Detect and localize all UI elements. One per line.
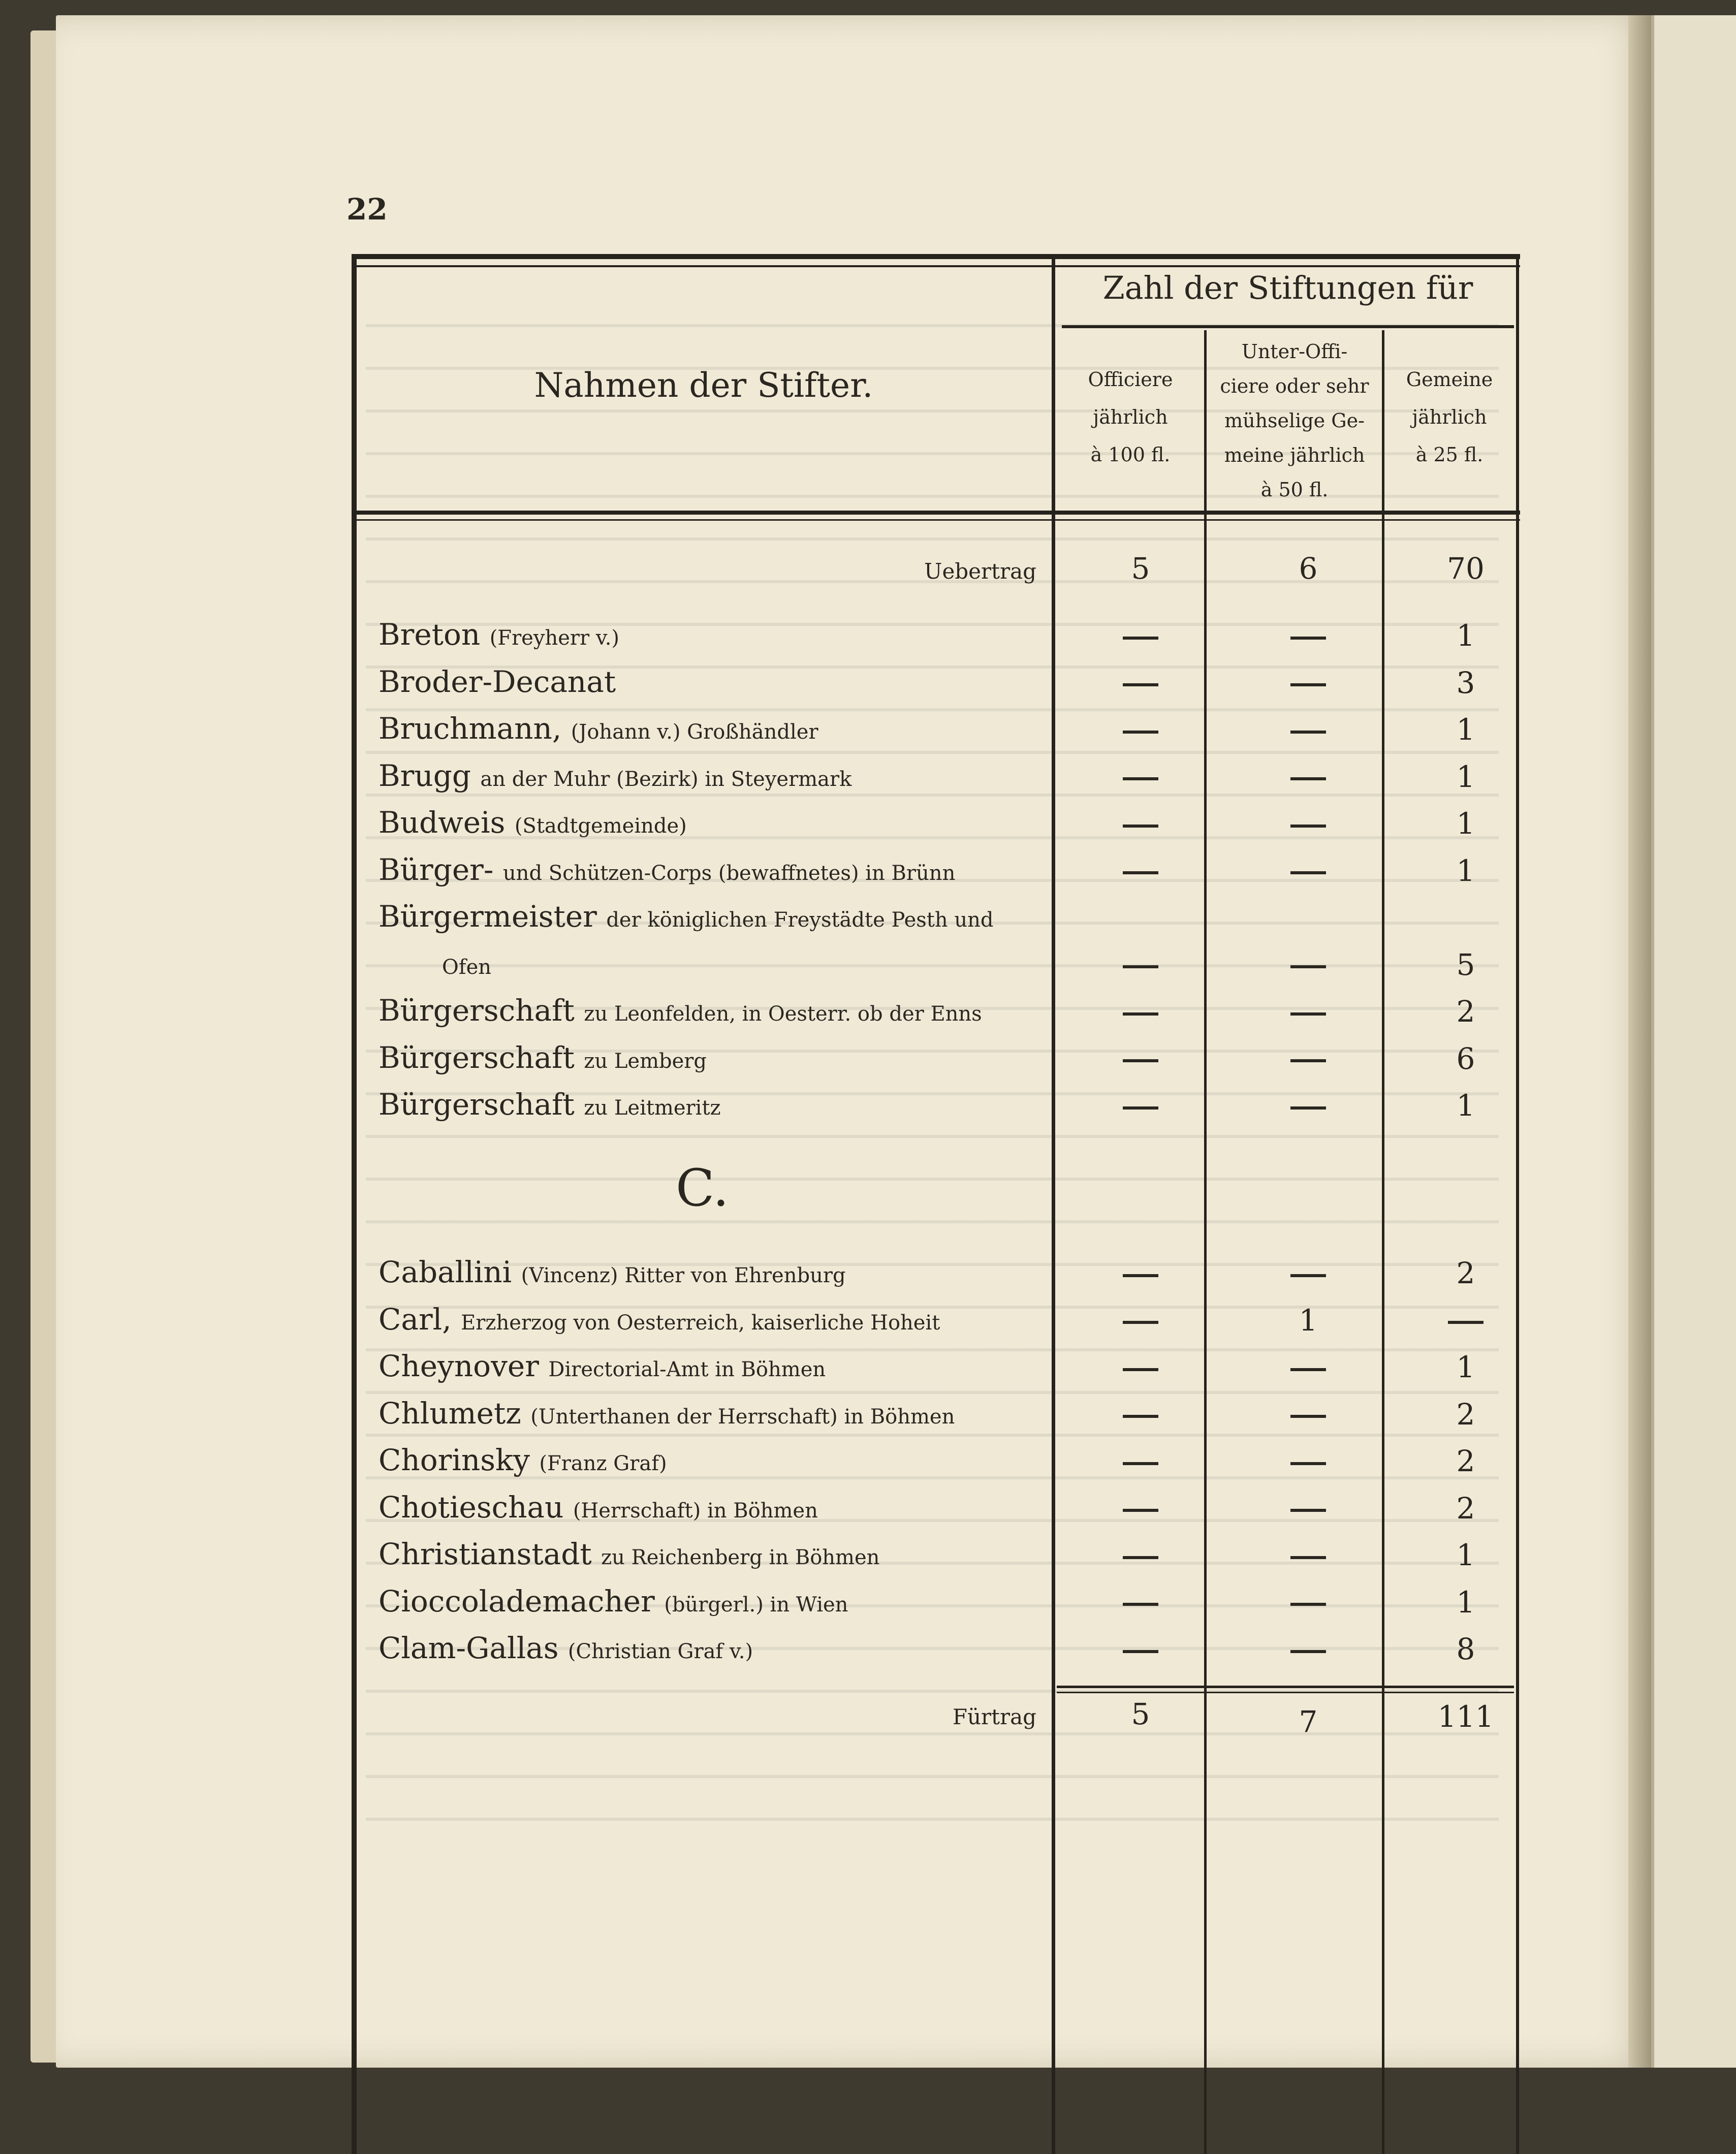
count-cell: 2 [1456, 1397, 1475, 1432]
donor-main-name: Clam-Gallas [378, 1631, 559, 1665]
donor-main-name: Bürgerschaft [378, 1040, 575, 1075]
dash-mark [1290, 825, 1326, 828]
carry-in-nco: 6 [1299, 551, 1318, 586]
dash-mark [1290, 965, 1326, 968]
dash-mark [1290, 871, 1326, 874]
dash-mark [1290, 1650, 1326, 1653]
donor-main-name: Bürgerschaft [378, 993, 575, 1028]
donor-detail: zu Leitmeritz [584, 1096, 721, 1120]
sum-rule-thin [1057, 1692, 1514, 1693]
donor-main-name: Bürgerschaft [378, 1087, 575, 1122]
count-cell [1054, 618, 1227, 653]
donor-name [378, 664, 616, 699]
dash-mark [1290, 1603, 1326, 1606]
count-cell [1054, 1303, 1227, 1338]
dash-mark [1123, 1415, 1158, 1418]
donor-name [378, 1631, 753, 1665]
donor-name [378, 1396, 955, 1431]
dash-mark [1290, 1106, 1326, 1110]
donor-name [378, 617, 619, 652]
dash-mark [1123, 965, 1158, 968]
donor-name [378, 711, 818, 746]
donor-main-name: Caballini [378, 1255, 512, 1289]
carry-out-nco: 7 [1299, 1704, 1318, 1739]
count-cell: 1 [1299, 1303, 1318, 1338]
donor-name [378, 1255, 846, 1289]
page-number: 22 [346, 192, 388, 227]
count-cell [1054, 1350, 1227, 1384]
header-line: jährlich [1093, 406, 1168, 428]
count-cell: 2 [1456, 1491, 1475, 1526]
donor-detail: an der Muhr (Bezirk) in Steyermark [480, 767, 852, 791]
count-cell [1054, 1491, 1227, 1526]
donor-name [378, 1040, 707, 1075]
donor-main-name: Chotieschau [378, 1490, 564, 1525]
header-line: à 50 fl. [1260, 479, 1329, 501]
table-top-rule [352, 254, 1520, 259]
dash-mark [1123, 1274, 1158, 1277]
dash-mark [1290, 1059, 1326, 1062]
column-header-nco [1208, 334, 1381, 507]
count-cell [1212, 1444, 1405, 1478]
count-cell: 1 [1456, 759, 1475, 794]
header-line: Officiere [1088, 368, 1173, 391]
count-cell [1054, 666, 1227, 700]
donor-main-name: Bruchmann, [378, 711, 562, 746]
count-cell [1054, 853, 1227, 888]
dash-mark [1123, 1556, 1158, 1559]
donor-detail: der königlichen Freystädte Pesth und [606, 908, 994, 932]
dash-mark [1290, 637, 1326, 640]
donor-main-name: Cheynover [378, 1349, 539, 1383]
donor-name [378, 805, 687, 840]
dash-mark [1290, 1012, 1326, 1016]
donor-name [378, 1584, 848, 1619]
count-cell [1212, 1350, 1405, 1384]
count-cell [1212, 947, 1405, 982]
count-cell: 1 [1456, 1585, 1475, 1620]
count-cell [1212, 853, 1405, 888]
donor-main-name: Bürgermeister [378, 899, 597, 934]
count-cell [1212, 759, 1405, 794]
section-letter: C. [676, 1158, 729, 1218]
count-cell: 8 [1456, 1632, 1475, 1666]
group-header: Zahl der Stiftungen für [1102, 269, 1473, 306]
dash-mark [1290, 731, 1326, 734]
count-cell [1212, 1538, 1405, 1572]
donor-main-name: Breton [378, 617, 481, 652]
count-cell: 2 [1456, 1256, 1475, 1290]
count-cell: 2 [1456, 994, 1475, 1029]
carry-in-label: Uebertrag [924, 559, 1036, 584]
count-cell [1054, 806, 1227, 841]
donor-main-name: Cioccolademacher [378, 1583, 655, 1619]
count-cell [1054, 1041, 1227, 1076]
count-cell [1054, 1256, 1227, 1290]
carry-in-privates: 70 [1447, 551, 1485, 586]
dash-mark [1123, 637, 1158, 640]
donor-name [378, 899, 993, 934]
dash-mark [1290, 777, 1326, 780]
column-header-privates [1386, 361, 1513, 473]
dash-mark [1123, 1650, 1158, 1653]
donor-detail: zu Lemberg [584, 1049, 707, 1073]
dash-mark [1123, 1462, 1158, 1465]
donor-name [378, 1443, 667, 1477]
donor-name [378, 1490, 818, 1525]
count-cell [1054, 1585, 1227, 1620]
donor-name [378, 758, 851, 793]
count-cell [1054, 712, 1227, 747]
dash-mark [1290, 1368, 1326, 1371]
count-cell: 3 [1456, 665, 1475, 700]
dash-mark [1123, 683, 1158, 686]
header-line: mühselige Ge- [1224, 409, 1365, 432]
donor-detail: (Johann v.) Großhändler [571, 720, 818, 744]
donor-detail: (Herrschaft) in Böhmen [573, 1499, 818, 1523]
count-cell [1212, 618, 1405, 653]
dash-mark [1123, 1012, 1158, 1016]
header-line: Unter-Offi- [1241, 340, 1348, 363]
facing-page-edge [1651, 15, 1736, 2068]
count-cell [1054, 759, 1227, 794]
dash-mark [1290, 1274, 1326, 1277]
donor-detail: Erzherzog von Oesterreich, kaiserliche Hoheit [461, 1311, 940, 1335]
count-cell: 1 [1456, 712, 1475, 747]
donor-name [378, 1087, 721, 1122]
dash-mark [1290, 683, 1326, 686]
count-cell [1054, 1088, 1227, 1123]
count-cell [1382, 1303, 1550, 1338]
header-line: meine jährlich [1224, 444, 1365, 466]
dash-mark [1123, 731, 1158, 734]
dash-mark [1290, 1556, 1326, 1559]
donor-name [378, 1349, 826, 1383]
count-cell: 2 [1456, 1444, 1475, 1478]
names-column-header: Nahmen der Stifter. [534, 366, 873, 405]
dash-mark [1290, 1415, 1326, 1418]
dash-mark [1123, 777, 1158, 780]
donor-name [378, 852, 955, 887]
count-cell [1212, 806, 1405, 841]
carry-out-label: Fürtrag [952, 1704, 1036, 1729]
donor-detail: zu Reichenberg in Böhmen [601, 1546, 880, 1569]
carry-out-officers: 5 [1131, 1697, 1150, 1731]
count-cell [1212, 994, 1405, 1029]
book-gutter [1628, 15, 1651, 2068]
donor-detail: und Schützen-Corps (bewaffnetes) in Brünn [502, 861, 956, 885]
donor-detail: (Freyherr v.) [489, 626, 620, 650]
donor-detail: (Franz Graf) [539, 1452, 667, 1475]
col1-divider [1204, 330, 1207, 2154]
names-col-divider [1052, 257, 1055, 2154]
donor-main-name: Budweis [378, 805, 506, 840]
donor-detail: zu Leonfelden, in Oesterr. ob der Enns [584, 1002, 982, 1026]
header-line: à 100 fl. [1090, 444, 1171, 466]
donor-detail: (Stadtgemeinde) [514, 814, 687, 838]
count-cell [1212, 1041, 1405, 1076]
column-header-officers [1057, 361, 1204, 473]
dash-mark [1123, 871, 1158, 874]
dash-mark [1123, 1321, 1158, 1324]
header-line: ciere oder sehr [1220, 375, 1369, 397]
count-cell [1054, 994, 1227, 1029]
donor-main-name: Chorinsky [378, 1443, 530, 1477]
header-divider [352, 511, 1520, 515]
donor-main-name: Broder-Decanat [378, 664, 616, 699]
donor-name [378, 993, 982, 1028]
donor-main-name: Brugg [378, 758, 471, 793]
sum-rule [1057, 1686, 1514, 1688]
count-cell [1054, 1538, 1227, 1572]
count-cell [1212, 1491, 1405, 1526]
carry-out-privates: 111 [1437, 1699, 1494, 1734]
donor-main-name: Chlumetz [378, 1396, 521, 1431]
carry-in-officers: 5 [1131, 551, 1150, 586]
header-line: Gemeine [1406, 368, 1493, 391]
table-top-rule-thin [352, 265, 1520, 267]
table-frame [352, 257, 1519, 2154]
count-cell: 1 [1456, 1088, 1475, 1123]
header-line: jährlich [1412, 406, 1487, 428]
count-cell [1054, 1444, 1227, 1478]
donor-detail: Directorial-Amt in Böhmen [548, 1358, 826, 1381]
count-cell: 1 [1456, 618, 1475, 653]
header-line: à 25 fl. [1415, 444, 1484, 466]
count-cell [1054, 1632, 1227, 1666]
col2-divider [1382, 330, 1384, 2154]
donor-name [442, 946, 491, 981]
dash-mark [1123, 1603, 1158, 1606]
dash-mark [1123, 825, 1158, 828]
dash-mark [1123, 1059, 1158, 1062]
dash-mark [1290, 1462, 1326, 1465]
dash-mark [1290, 1509, 1326, 1512]
donor-detail: (Unterthanen der Herrschaft) in Böhmen [530, 1405, 955, 1429]
dash-mark [1123, 1368, 1158, 1371]
donor-main-name: Carl, [378, 1302, 452, 1337]
count-cell [1212, 1585, 1405, 1620]
donor-detail: (bürgerl.) in Wien [664, 1593, 848, 1617]
donor-main-name: Christianstadt [378, 1537, 592, 1571]
header-divider-thin [352, 519, 1520, 521]
count-cell [1212, 712, 1405, 747]
count-cell [1212, 1397, 1405, 1432]
donor-detail: Ofen [442, 955, 492, 979]
count-cell: 1 [1456, 853, 1475, 888]
count-cell: 1 [1456, 1350, 1475, 1384]
dash-mark [1123, 1106, 1158, 1110]
count-cell: 1 [1456, 806, 1475, 841]
count-cell: 1 [1456, 1538, 1475, 1572]
count-cell [1212, 1256, 1405, 1290]
donor-detail: (Christian Graf v.) [567, 1640, 753, 1663]
donor-detail: (Vincenz) Ritter von Ehrenburg [521, 1264, 846, 1287]
count-cell [1054, 1397, 1227, 1432]
count-cell: 6 [1456, 1041, 1475, 1076]
donor-name [378, 1537, 879, 1571]
group-divider [1062, 325, 1514, 328]
dash-mark [1123, 1509, 1158, 1512]
count-cell [1054, 947, 1227, 982]
donor-main-name: Bürger- [378, 852, 494, 887]
count-cell: 5 [1456, 947, 1475, 982]
donor-name [378, 1302, 940, 1337]
count-cell [1212, 1632, 1405, 1666]
count-cell [1212, 1088, 1405, 1123]
count-cell [1212, 666, 1405, 700]
dash-mark [1448, 1321, 1484, 1324]
